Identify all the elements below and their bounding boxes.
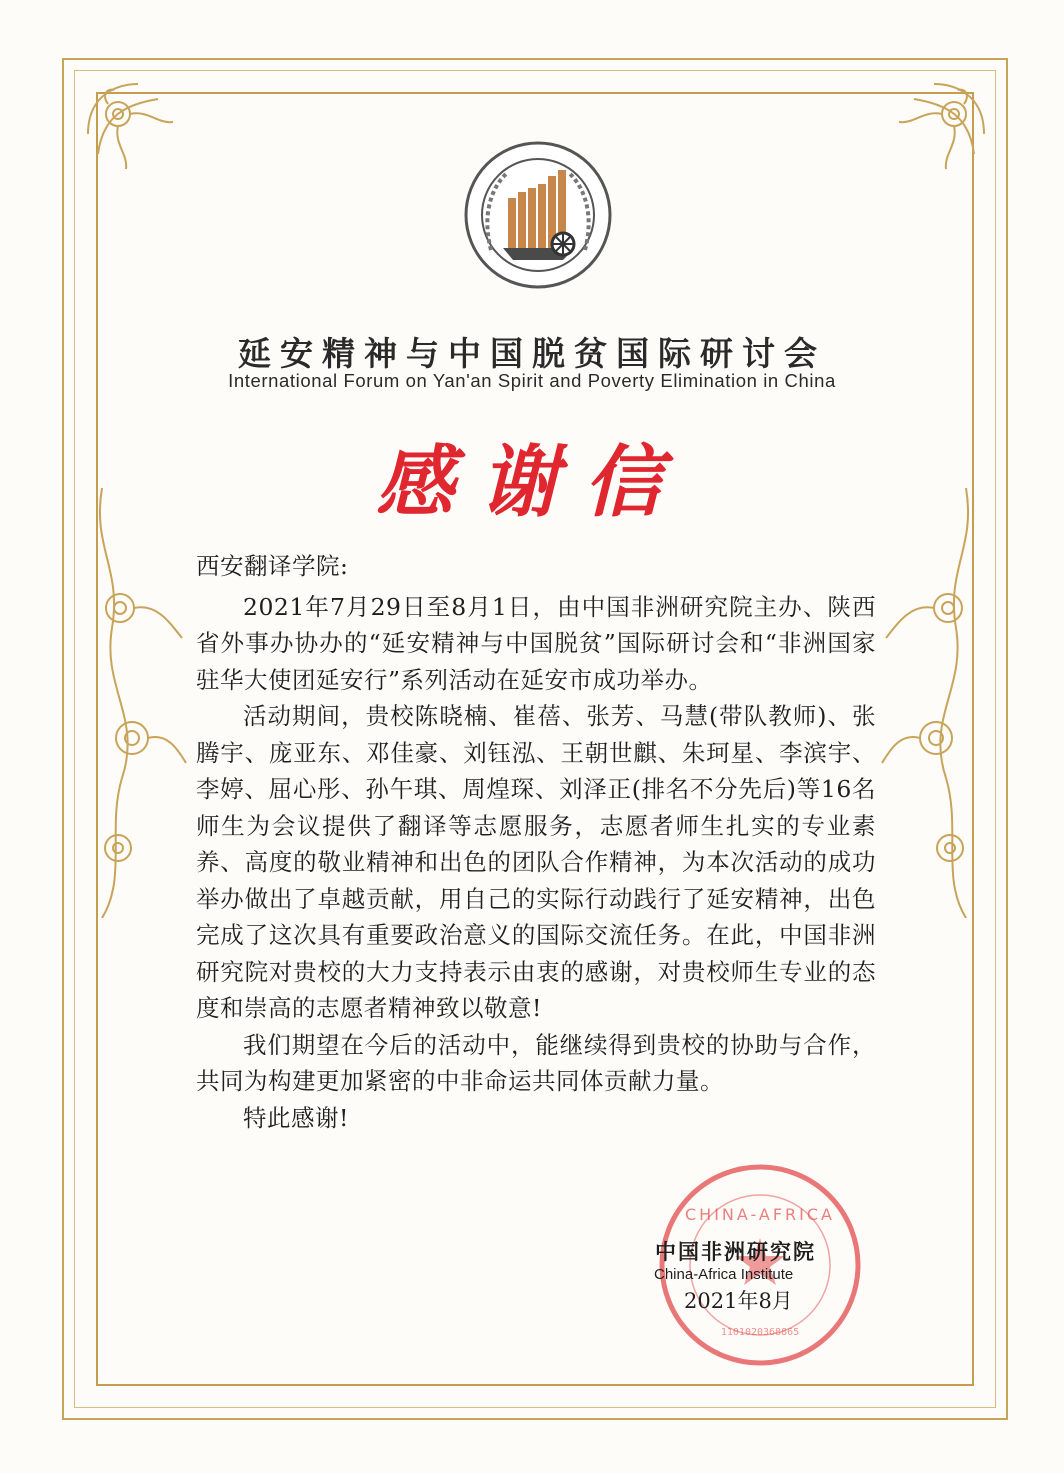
letter-heading: 感谢信 bbox=[375, 437, 688, 528]
svg-text:CHINA-AFRICA: CHINA-AFRICA bbox=[684, 1205, 836, 1224]
corner-flourish-top-left-icon bbox=[78, 74, 188, 184]
paragraph-2: 活动期间，贵校陈晓楠、崔蓓、张芳、马慧(带队教师)、张腾宇、庞亚东、邓佳豪、刘钰泓、王朝世麒、朱珂星、李滨宇、李婷、屈心彤、孙午琪、周煌琛、刘泽正(排名不分先后)等16名师生为会议提供了翻译等志愿服务，志愿者师生扎实的专业素养、高度的敬业精神和出色的团队合作精神，为本次活动的成功举办做出了卓越贡献，用自己的实际行动践行了延安精神，出色完成了这次具有重要政治意义的国际交流任务。在此，中国非洲研究院对贵校的大力支持表示由衷的感谢，对贵校师生专业的态度和崇高的志愿者精神致以敬意! bbox=[196, 702, 876, 1022]
side-scroll-right-icon bbox=[876, 488, 986, 918]
closing-line: 特此感谢! bbox=[243, 1103, 349, 1132]
letter-body bbox=[196, 548, 876, 1136]
side-scroll-left-icon bbox=[82, 488, 192, 918]
signature-org-chinese: 中国非洲研究院 bbox=[655, 1240, 816, 1264]
corner-flourish-top-right-icon bbox=[884, 74, 994, 184]
paragraph-1: 2021年7月29日至8月1日，由中国非洲研究院主办、陕西省外事办协办的“延安精神与中国脱贫”国际研讨会和“非洲国家驻华大使团延安行”系列活动在延安市成功举办。 bbox=[196, 592, 876, 694]
forum-title-english: International Forum on Yan'an Spirit and Poverty Elimination in China bbox=[228, 370, 836, 391]
china-africa-institute-logo bbox=[463, 140, 613, 290]
svg-text:1101020368865: 1101020368865 bbox=[720, 1327, 800, 1338]
signature-date: 2021年8月 bbox=[684, 1289, 793, 1313]
salutation: 西安翻译学院: bbox=[196, 552, 349, 580]
paragraph-3: 我们期望在今后的活动中，能继续得到贵校的协助与合作，共同为构建更加紧密的中非命运共同体贡献力量。 bbox=[196, 1030, 876, 1095]
forum-title-chinese: 延安精神与中国脱贫国际研讨会 bbox=[238, 334, 826, 373]
signature-org-english: China-Africa Institute bbox=[654, 1266, 794, 1283]
